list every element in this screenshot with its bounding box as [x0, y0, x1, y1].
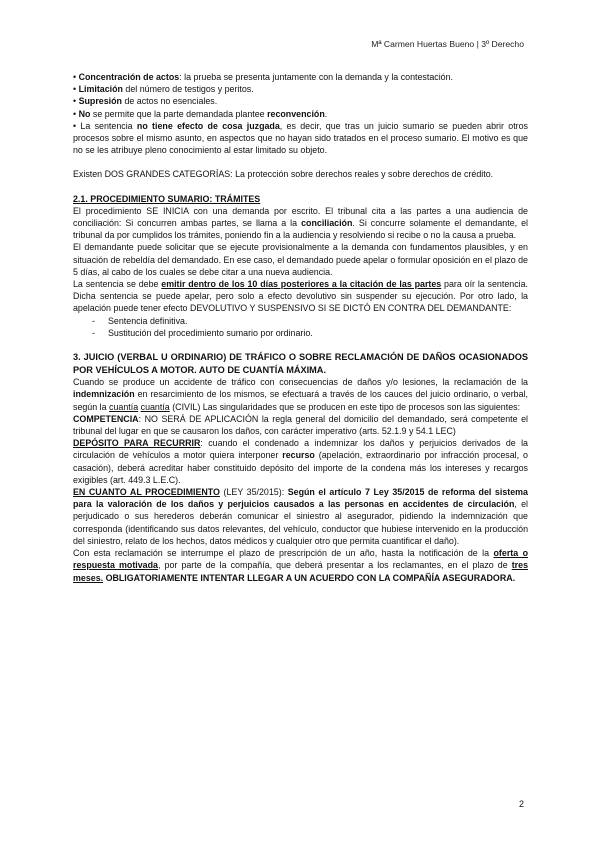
section-3-title: 3. JUICIO (VERBAL U ORDINARIO) DE TRÁFICO O SOBRE RECLAMACIÓN DE DAÑOS OCASIONADOS POR VEHÍCULOS A MOTOR. AUTO DE CUANTÍA MÁXIMA.	[73, 352, 528, 375]
paragraph: DEPÓSITO PARA RECURRIR: cuando el condenado a indemnizar los daños y perjuicios derivados de la circulación de vehículos a motor quiera interponer recurso (apelación, extraordinario por infracción procesal, o casación), deberá acreditar haber constituido depósito del importe de la condena más los intereses y recargos exigibles (art. 449.3 L.E.C).	[73, 438, 528, 485]
bullet-item: • No se permite que la parte demandada plantee reconvención.	[73, 108, 328, 119]
paragraph: El demandante puede solicitar que se ejecute provisionalmente a la demanda con fundamentos plausibles, y en situación de rebeldía del demandado. En ese caso, el demandado puede apelar o formular oposición en el plazo de 5 días, al cabo de los cuales se debe citar a una nueva audiencia.	[73, 242, 528, 277]
section-2-1-title: 2.1. PROCEDIMIENTO SUMARIO: TRÁMITES	[73, 193, 261, 204]
bullet-item: • Concentración de actos: la prueba se presenta juntamente con la demanda y la contestación.	[73, 72, 454, 82]
dash-item: - Sustitución del procedimiento sumario por ordinario.	[92, 327, 313, 338]
paragraph: Con esta reclamación se interrumpe el plazo de prescripción de un año, hasta la notificación de la oferta o respuesta motivada, por parte de la compañía, que deberá presentar a los reclamantes, en el plazo de tres meses. OBLIGATORIAMENTE INTENTAR LLEGAR A UN ACUERDO CON LA COMPAÑÍA ASEGURADORA.	[73, 548, 528, 583]
page-number: 2	[518, 799, 524, 809]
dash-item: - Sentencia definitiva.	[92, 315, 188, 326]
paragraph: EN CUANTO AL PROCEDIMIENTO (LEY 35/2015): Según el artículo 7 Ley 35/2015 de reforma del sistema para la valoración de los daños y perjuicios causados a las personas en accidentes de circulación, el perjudicado o sus herederos deberán comunicar el siniestro al asegurador, pidiendo la indemnización que corresponda (identificando sus datos relevantes, del vehículo, conductor que hubiese intervenido en la producción del siniestro, relato de los hechos, datos médicos y cualquier otro que permita cuantificar el daño).	[73, 487, 528, 546]
paragraph: Cuando se produce un accidente de tráfico con consecuencias de daños y/o lesiones, la reclamación de la indemnización en resarcimiento de los mismos, se efectuará a través de los cauces del juicio ordinario, o verbal, según la cuantía cuantía (CIVIL) Las singularidades que se producen en este tipo de procesos son las siguientes:	[73, 377, 528, 412]
paragraph: El procedimiento SE INICIA con una demanda por escrito. El tribunal cita a las partes a una audiencia de conciliación: Si concurren ambas partes, se llama a la conciliación. Si concurre solamente el demandante, el tribunal da por cumplidos los trámites, poniendo fin a la audiencia y resolviendo si recibe o no la causa a prueba.	[73, 205, 528, 241]
page-header: Mª Carmen Huertas Bueno | 3º Derecho	[371, 39, 524, 49]
bullet-item: • Supresión de actos no esenciales.	[73, 96, 218, 107]
paragraph: La sentencia se debe emitir dentro de los 10 días posteriores a la citación de las partes para oír la sentencia. Dicha sentencia se puede apelar, pero solo a efecto devolutivo sin suspender su ejecución. Por otro lado, la apelación puede tener efecto DEVOLUTIVO Y SUSPENSIVO SI SE DICTÓ EN CONTRA DEL DEMANDANTE:	[73, 279, 528, 314]
page-content	[73, 71, 528, 584]
paragraph: COMPETENCIA: NO SERÁ DE APLICACIÓN la regla general del domicilio del demandado, será competente el tribunal del lugar en que se causaron los daños, con carácter imperativo (arts. 52.1.9 y 54.1 LEC)	[73, 413, 528, 437]
categorias-paragraph: Existen DOS GRANDES CATEGORÍAS: La protección sobre derechos reales y sobre derechos de crédito.	[73, 169, 494, 180]
bullet-item: • Limitación del número de testigos y peritos.	[73, 84, 254, 95]
bullet-item: • La sentencia no tiene efecto de cosa juzgada, es decir, que tras un juicio sumario se pueden abrir otros procesos sobre el mismo asunto, en aspectos que no hayan sido tratados en el proceso sumario. El motivo es que no se les atribuye pleno conocimiento al estar limitado su objeto.	[73, 120, 528, 156]
